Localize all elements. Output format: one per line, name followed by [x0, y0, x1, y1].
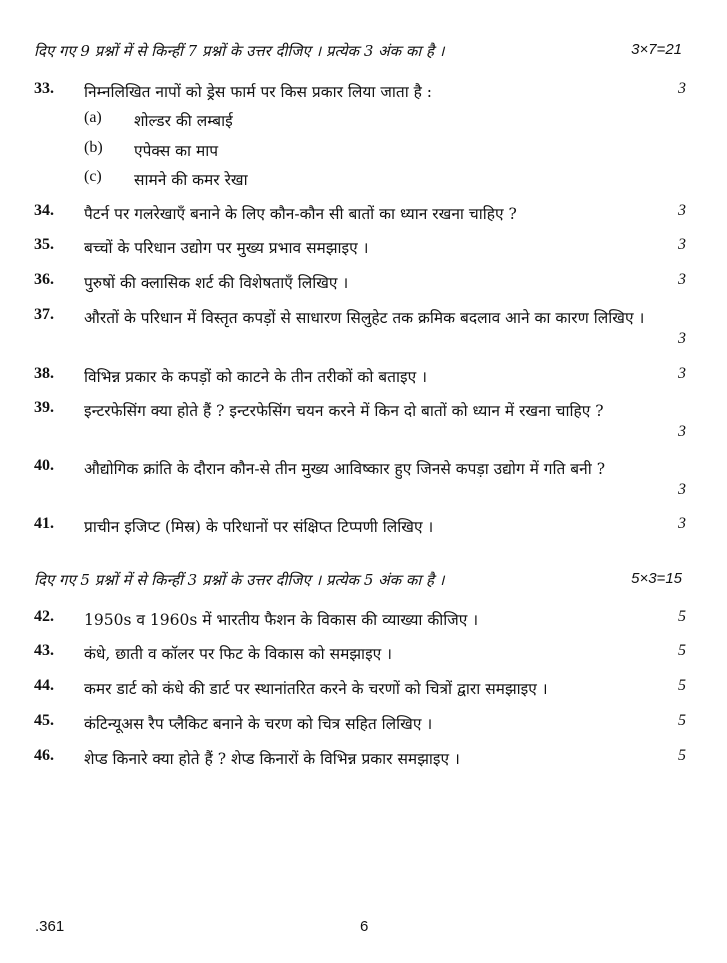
section-1-marks: 3×7=21	[631, 41, 682, 58]
question-text: निम्नलिखित नापों को ड्रेस फार्म पर किस प्रकार लिया जाता है :	[84, 83, 433, 101]
question-number: 43.	[34, 642, 54, 659]
question-marks: 3	[678, 423, 686, 440]
question-number: 34.	[34, 202, 54, 219]
sub-item-label: (b)	[84, 139, 103, 156]
question-text: कमर डार्ट को कंधे की डार्ट पर स्थानांतरित करने के चरणों को चित्रों द्वारा समझाइए ।	[84, 680, 548, 698]
section-2-marks: 5×3=15	[631, 570, 682, 587]
question-text: पुरुषों की क्लासिक शर्ट की विशेषताएँ लिखिए ।	[84, 274, 349, 292]
question-number: 39.	[34, 399, 54, 416]
question-number: 40.	[34, 457, 54, 474]
page-number: 6	[360, 918, 369, 935]
question-text: शेप्ड किनारे क्या होते हैं ? शेप्ड किनारों के विभिन्न प्रकार समझाइए ।	[84, 750, 460, 768]
question-number: 42.	[34, 608, 54, 625]
question-marks: 5	[678, 642, 686, 659]
question-number: 46.	[34, 747, 54, 764]
question-number: 45.	[34, 712, 54, 729]
footer-code: .361	[35, 918, 65, 935]
question-number: 38.	[34, 365, 54, 382]
question-number: 35.	[34, 236, 54, 253]
question-marks: 3	[678, 481, 686, 498]
question-marks: 3	[678, 330, 686, 347]
sub-item-text: शोल्डर की लम्बाई	[134, 112, 233, 130]
question-number: 33.	[34, 80, 54, 97]
sub-item-label: (c)	[84, 168, 102, 185]
question-number: 41.	[34, 515, 54, 532]
question-marks: 3	[678, 365, 686, 382]
question-number: 44.	[34, 677, 54, 694]
question-text: 1950s व 1960s में भारतीय फैशन के विकास की व्याख्या कीजिए ।	[84, 611, 479, 629]
question-marks: 3	[678, 202, 686, 219]
question-marks: 5	[678, 608, 686, 625]
question-marks: 5	[678, 677, 686, 694]
question-text: औद्योगिक क्रांति के दौरान कौन-से तीन मुख्य आविष्कार हुए जिनसे कपड़ा उद्योग में गति बनी ?	[84, 460, 606, 478]
sub-item-text: एपेक्स का माप	[134, 142, 219, 160]
question-text: विभिन्न प्रकार के कपड़ों को काटने के तीन तरीकों को बताइए ।	[84, 368, 427, 386]
question-number: 36.	[34, 271, 54, 288]
question-marks: 5	[678, 747, 686, 764]
sub-item-label: (a)	[84, 109, 102, 126]
question-text: इन्टरफेसिंग क्या होते हैं ? इन्टरफेसिंग चयन करने में किन दो बातों को ध्यान में रखना चाहिए ?	[84, 402, 604, 420]
question-marks: 3	[678, 236, 686, 253]
question-text: पैटर्न पर गलरेखाएँ बनाने के लिए कौन-कौन सी बातों का ध्यान रखना चाहिए ?	[84, 205, 517, 223]
section-1-instruction: दिए गए 9 प्रश्नों में से किन्हीं 7 प्रश्नों के उत्तर दीजिए । प्रत्येक 3 अंक का है ।	[34, 42, 445, 60]
question-text: प्राचीन इजिप्ट (मिस्र) के परिधानों पर संक्षिप्त टिप्पणी लिखिए ।	[84, 518, 434, 536]
question-text: कंटिन्यूअस रैप प्लैकिट बनाने के चरण को चित्र सहित लिखिए ।	[84, 715, 433, 733]
section-2-instruction: दिए गए 5 प्रश्नों में से किन्हीं 3 प्रश्नों के उत्तर दीजिए । प्रत्येक 5 अंक का है ।	[34, 571, 445, 589]
question-marks: 3	[678, 271, 686, 288]
question-text: औरतों के परिधान में विस्तृत कपड़ों से साधारण सिलुहेट तक क्रमिक बदलाव आने का कारण लिखिए ।	[84, 309, 645, 327]
question-number: 37.	[34, 306, 54, 323]
question-text: कंधे, छाती व कॉलर पर फिट के विकास को समझाइए ।	[84, 645, 393, 663]
question-text: बच्चों के परिधान उद्योग पर मुख्य प्रभाव समझाइए ।	[84, 239, 369, 257]
question-marks: 5	[678, 712, 686, 729]
sub-item-text: सामने की कमर रेखा	[134, 171, 248, 189]
question-marks: 3	[678, 80, 686, 97]
question-marks: 3	[678, 515, 686, 532]
